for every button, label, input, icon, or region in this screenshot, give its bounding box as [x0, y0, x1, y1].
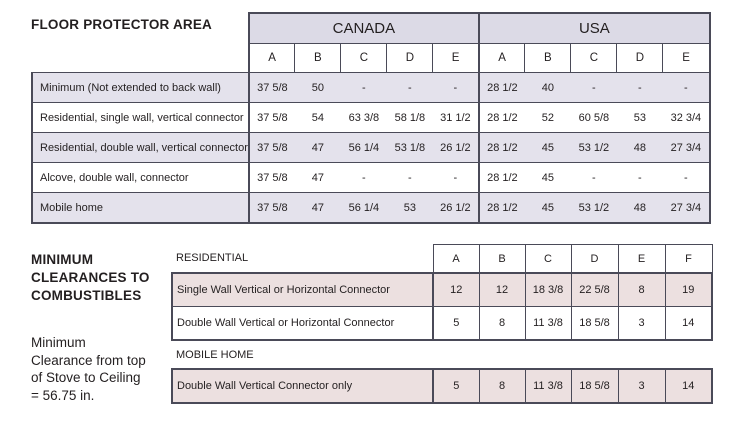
clearances-title [31, 251, 171, 305]
clearances-title-line: CLEARANCES TO [31, 270, 150, 285]
cell-usa: - [663, 163, 710, 193]
ceiling-note-line: Clearance from top [31, 352, 146, 368]
clearances-title-line: MINIMUM [31, 252, 94, 267]
floor-protector-table [31, 12, 711, 224]
cell-canada: 31 1/2 [433, 103, 479, 133]
row-label: Double Wall Vertical Connector only [172, 369, 433, 403]
group-header-canada: CANADA [249, 13, 479, 44]
cell-canada: 26 1/2 [433, 193, 479, 224]
table-row [32, 133, 710, 163]
cell-canada: - [433, 163, 479, 193]
clearance-value: 8 [618, 273, 665, 307]
cell-canada: 56 1/4 [341, 193, 387, 224]
cell-canada: - [387, 163, 433, 193]
clearance-value: 18 3/8 [525, 273, 571, 307]
column-header-canada-b: B [295, 44, 341, 73]
cell-canada: - [387, 73, 433, 103]
column-header-canada-e: E [433, 44, 479, 73]
cell-canada: 58 1/8 [387, 103, 433, 133]
clearance-value: 11 3/8 [525, 307, 571, 341]
blank-cell [479, 340, 525, 369]
table-row [32, 163, 710, 193]
clearances-title-line: COMBUSTIBLES [31, 288, 142, 303]
clearance-value: 3 [618, 369, 665, 403]
blank-cell [525, 340, 571, 369]
blank-cell [433, 340, 479, 369]
cell-usa: - [571, 163, 617, 193]
blank-corner [32, 13, 249, 44]
cell-usa: - [571, 73, 617, 103]
cell-usa: 27 3/4 [663, 133, 710, 163]
clearance-value: 8 [479, 369, 525, 403]
table-row [32, 103, 710, 133]
cell-usa: 52 [525, 103, 571, 133]
section-label: MOBILE HOME [172, 340, 433, 369]
column-header-d: D [571, 245, 618, 274]
cell-usa: 45 [525, 163, 571, 193]
cell-usa: - [617, 163, 663, 193]
column-header-c: C [525, 245, 571, 274]
section-header-row [172, 245, 712, 274]
row-label: Single Wall Vertical or Horizontal Connector [172, 273, 433, 307]
table-row [32, 73, 710, 103]
blank-corner [32, 44, 249, 73]
column-header-a: A [433, 245, 479, 274]
cell-usa: 53 1/2 [571, 193, 617, 224]
section-label: RESIDENTIAL [172, 245, 433, 274]
column-header-canada-a: A [249, 44, 295, 73]
row-label: Residential, double wall, vertical connector [32, 133, 249, 163]
cell-usa: - [617, 73, 663, 103]
clearance-value: 14 [665, 307, 712, 341]
blank-cell [571, 340, 618, 369]
clearance-value: 3 [618, 307, 665, 341]
cell-usa: - [663, 73, 710, 103]
clearance-value: 18 5/8 [571, 307, 618, 341]
cell-usa: 28 1/2 [479, 73, 525, 103]
cell-canada: 37 5/8 [249, 73, 295, 103]
clearance-value: 12 [433, 273, 479, 307]
cell-canada: 26 1/2 [433, 133, 479, 163]
column-header-usa-c: C [571, 44, 617, 73]
cell-canada: 53 [387, 193, 433, 224]
cell-canada: 53 1/8 [387, 133, 433, 163]
clearance-value: 5 [433, 307, 479, 341]
blank-cell [665, 340, 712, 369]
cell-canada: - [433, 73, 479, 103]
cell-usa: 53 1/2 [571, 133, 617, 163]
cell-usa: 28 1/2 [479, 193, 525, 224]
column-header-canada-d: D [387, 44, 433, 73]
clearance-value: 8 [479, 307, 525, 341]
cell-usa: 45 [525, 133, 571, 163]
cell-canada: - [341, 73, 387, 103]
cell-usa: 53 [617, 103, 663, 133]
ceiling-note-line: = 56.75 in. [31, 387, 95, 403]
ceiling-clearance-note [31, 334, 171, 404]
cell-usa: 32 3/4 [663, 103, 710, 133]
cell-canada: 37 5/8 [249, 103, 295, 133]
clearance-value: 18 5/8 [571, 369, 618, 403]
cell-usa: 60 5/8 [571, 103, 617, 133]
cell-canada: 47 [295, 193, 341, 224]
clearance-value: 14 [665, 369, 712, 403]
cell-canada: 37 5/8 [249, 163, 295, 193]
row-label: Alcove, double wall, connector [32, 163, 249, 193]
floor-protector-title: FLOOR PROTECTOR AREA [31, 17, 213, 32]
column-header-usa-a: A [479, 44, 525, 73]
column-header-b: B [479, 245, 525, 274]
cell-canada: 37 5/8 [249, 193, 295, 224]
clearance-value: 22 5/8 [571, 273, 618, 307]
clearance-value: 5 [433, 369, 479, 403]
cell-canada: 54 [295, 103, 341, 133]
cell-usa: 40 [525, 73, 571, 103]
section-header-row [172, 340, 712, 369]
table-row [172, 369, 712, 403]
cell-canada: 37 5/8 [249, 133, 295, 163]
table-row [172, 273, 712, 307]
cell-usa: 28 1/2 [479, 103, 525, 133]
table-row [32, 193, 710, 224]
cell-canada: 50 [295, 73, 341, 103]
row-label: Minimum (Not extended to back wall) [32, 73, 249, 103]
cell-canada: 47 [295, 163, 341, 193]
clearance-value: 12 [479, 273, 525, 307]
cell-usa: 28 1/2 [479, 163, 525, 193]
cell-usa: 27 3/4 [663, 193, 710, 224]
row-label: Mobile home [32, 193, 249, 224]
ceiling-note-line: Minimum [31, 335, 86, 350]
cell-canada: 47 [295, 133, 341, 163]
column-header-f: F [665, 245, 712, 274]
cell-usa: 45 [525, 193, 571, 224]
column-header-usa-b: B [525, 44, 571, 73]
cell-canada: 63 3/8 [341, 103, 387, 133]
column-header-e: E [618, 245, 665, 274]
cell-usa: 28 1/2 [479, 133, 525, 163]
cell-canada: - [341, 163, 387, 193]
group-header-usa: USA [479, 13, 710, 44]
clearance-value: 11 3/8 [525, 369, 571, 403]
column-header-canada-c: C [341, 44, 387, 73]
cell-canada: 56 1/4 [341, 133, 387, 163]
table-row [172, 307, 712, 341]
blank-cell [618, 340, 665, 369]
clearance-value: 19 [665, 273, 712, 307]
ceiling-note-line: of Stove to Ceiling [31, 370, 141, 385]
column-header-usa-d: D [617, 44, 663, 73]
clearances-table [171, 244, 713, 404]
cell-usa: 48 [617, 193, 663, 224]
row-label: Double Wall Vertical or Horizontal Connector [172, 307, 433, 341]
row-label: Residential, single wall, vertical connector [32, 103, 249, 133]
column-header-usa-e: E [663, 44, 710, 73]
cell-usa: 48 [617, 133, 663, 163]
